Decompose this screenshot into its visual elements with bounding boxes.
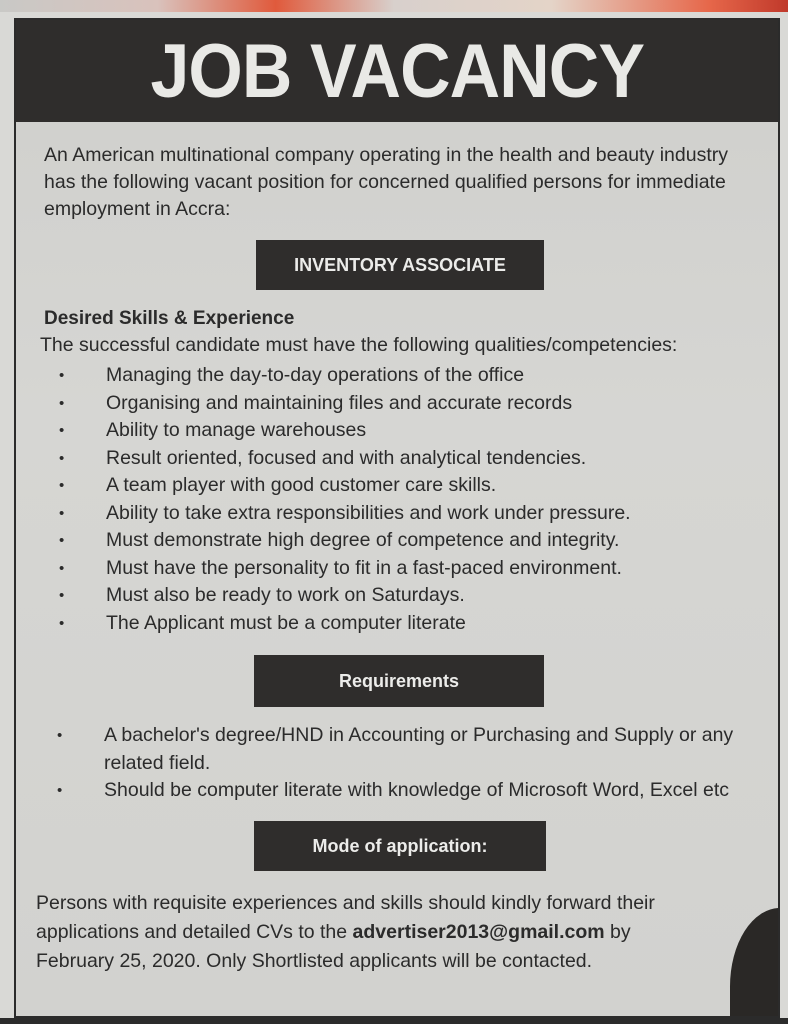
list-item: • Result oriented, focused and with analytical tendencies. xyxy=(44,445,744,473)
bullet-icon: • xyxy=(59,587,65,604)
list-item: • The Applicant must be a computer literate xyxy=(44,610,744,638)
skills-list xyxy=(44,362,744,637)
list-item: • Managing the day-to-day operations of the office xyxy=(44,362,744,390)
application-banner xyxy=(254,821,546,871)
list-item: • Ability to manage warehouses xyxy=(44,417,744,445)
intro-paragraph: An American multinational company operating in the health and beauty industry has the following vacant position for concerned qualified persons for immediate employment in Accra: xyxy=(44,144,729,220)
application-text-after: by February 25, 2020. Only Shortlisted applicants will be contacted. xyxy=(36,921,631,972)
bullet-icon: • xyxy=(57,727,63,744)
bullet-icon: • xyxy=(59,449,65,467)
list-item: • Must also be ready to work on Saturdays. xyxy=(44,582,744,610)
bullet-icon: • xyxy=(59,367,65,384)
bullet-icon: • xyxy=(59,394,65,412)
skills-lead: The successful candidate must have the following qualities/competencies: xyxy=(40,334,678,356)
application-text-before: Persons with requisite experiences and skills should kindly forward their applications and detailed CVs to the xyxy=(36,892,655,943)
list-item: • A bachelor's degree/HND in Accounting or Purchasing and Supply or any related field. xyxy=(57,724,734,774)
list-item: • Should be computer literate with knowledge of Microsoft Word, Excel etc xyxy=(42,777,772,805)
requirements-banner xyxy=(254,655,544,707)
page-curl-shadow xyxy=(730,908,780,1018)
position-title-banner xyxy=(256,240,544,290)
list-item: • A team player with good customer care skills. xyxy=(44,472,744,500)
bullet-icon: • xyxy=(59,532,65,549)
header-banner xyxy=(16,20,778,122)
newspaper-top-strip xyxy=(0,0,788,12)
bullet-icon: • xyxy=(59,559,65,577)
list-item: • Organising and maintaining files and accurate records xyxy=(44,390,744,418)
requirements-heading: Requirements xyxy=(338,670,460,691)
position-title: INVENTORY ASSOCIATE xyxy=(294,254,506,275)
bottom-rule xyxy=(0,1018,788,1024)
page-title: JOB VACANCY xyxy=(150,28,644,114)
list-item: • Must demonstrate high degree of competence and integrity. xyxy=(44,527,744,555)
list-item: • Ability to take extra responsibilities and work under pressure. xyxy=(44,500,744,528)
bullet-icon: • xyxy=(59,504,65,522)
bullet-icon: • xyxy=(59,422,65,439)
bullet-icon: • xyxy=(59,477,65,494)
skills-heading: Desired Skills & Experience xyxy=(44,308,295,329)
list-item: • Must have the personality to fit in a fast-paced environment. xyxy=(44,555,744,583)
bullet-icon: • xyxy=(57,782,63,799)
bullet-icon: • xyxy=(59,614,65,632)
application-heading: Mode of application: xyxy=(312,835,488,856)
job-vacancy-ad xyxy=(14,18,780,1018)
application-email: advertiser2013@gmail.com xyxy=(352,921,605,943)
requirements-list xyxy=(42,722,772,805)
application-paragraph xyxy=(36,889,696,976)
